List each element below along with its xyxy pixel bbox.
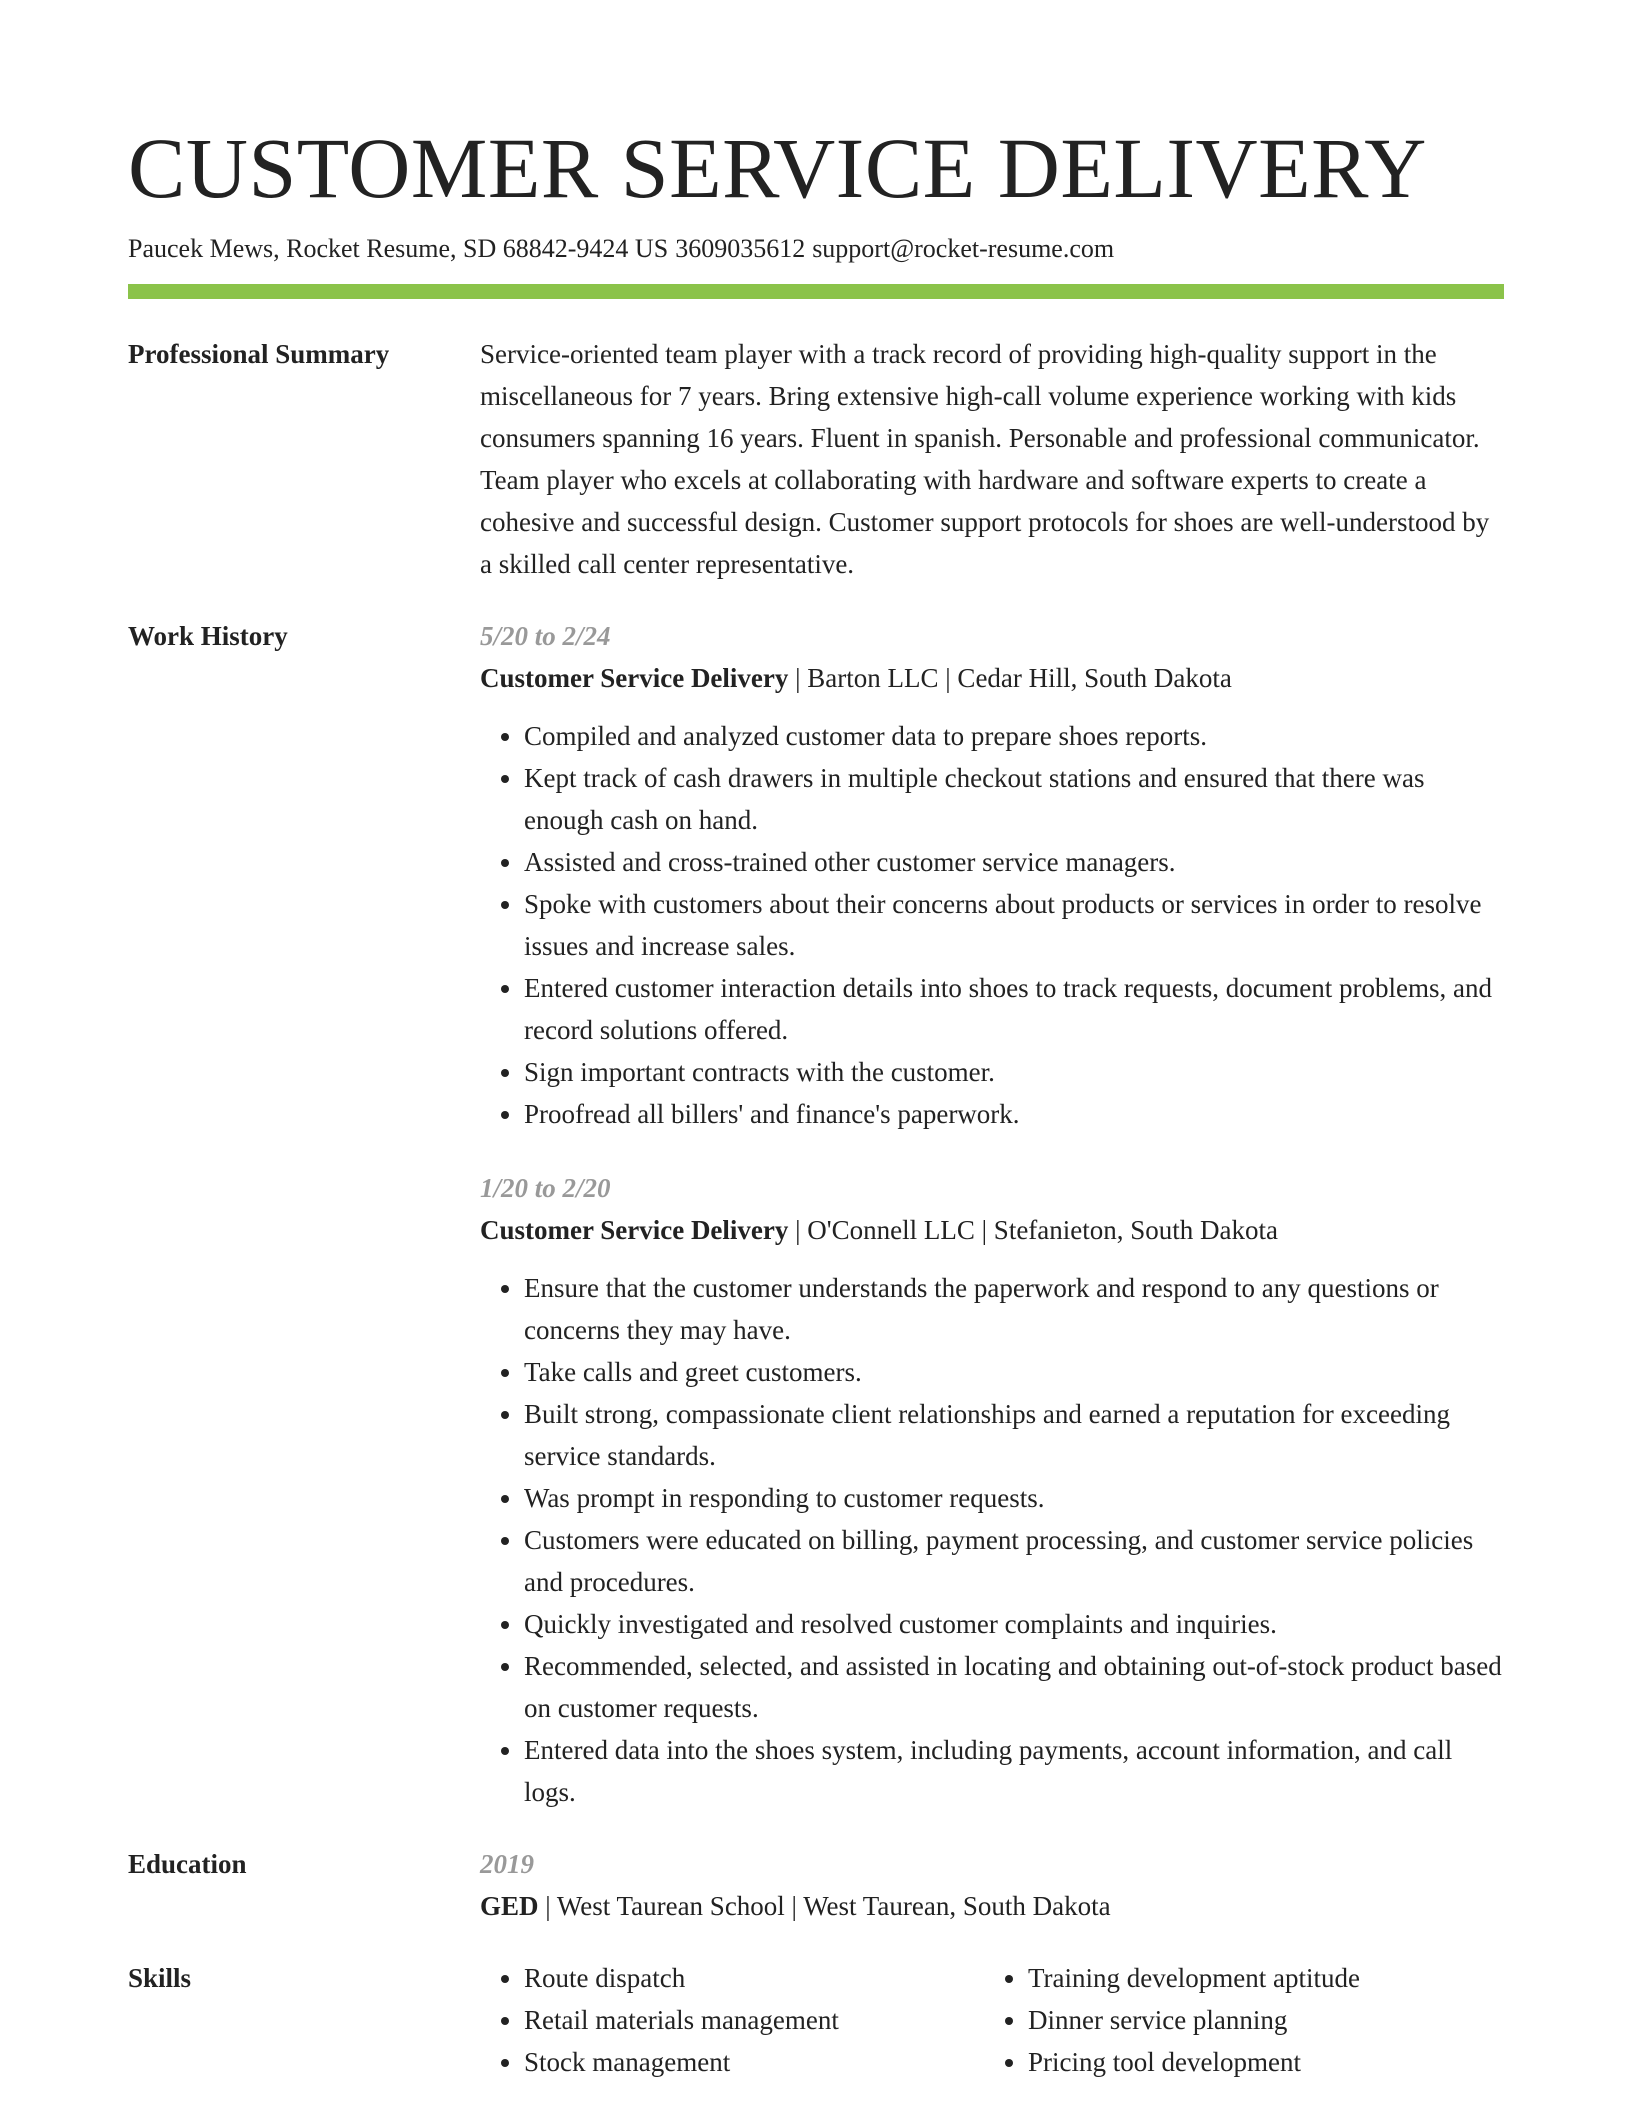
contact-email: support@rocket-resume.com (812, 234, 1115, 263)
skills-section (128, 1957, 1504, 2083)
job-duty: • Quickly investigated and resolved customer complaints and inquiries. (524, 1603, 1504, 1645)
skill-item: • Route dispatch (524, 1957, 984, 1999)
job-dates: 5/20 to 2/24 (480, 621, 611, 651)
job-duty: • Ensure that the customer understands the paperwork and respond to any questions or concerns they may have. (524, 1267, 1504, 1351)
job-title: Customer Service Delivery (480, 663, 789, 693)
job-duty: • Built strong, compassionate client relationships and earned a reputation for exceeding service standards. (524, 1393, 1504, 1477)
education-section (128, 1843, 1504, 1927)
job-role-line (480, 1209, 1504, 1251)
job-duty: • Sign important contracts with the customer. (524, 1051, 1504, 1093)
education-degree: GED (480, 1891, 539, 1921)
job-duty: • Take calls and greet customers. (524, 1351, 1504, 1393)
skill-item: • Pricing tool development (1028, 2041, 1488, 2083)
skill-item: • Retail materials management (524, 1999, 984, 2041)
education-line (480, 1885, 1504, 1927)
job-duty: • Customers were educated on billing, payment processing, and customer service policies and procedures. (524, 1519, 1504, 1603)
job-entry (480, 1167, 1504, 1813)
contact-phone: 3609035612 (675, 234, 806, 263)
job-duty: • Recommended, selected, and assisted in locating and obtaining out-of-stock product based on customer requests. (524, 1645, 1504, 1729)
job-duty: • Entered data into the shoes system, including payments, account information, and call logs. (524, 1729, 1504, 1813)
education-school-location: | West Taurean School | West Taurean, South Dakota (538, 1891, 1111, 1921)
job-duties-list (480, 715, 1504, 1135)
job-duty: • Entered customer interaction details into shoes to track requests, document problems, and record solutions offered. (524, 967, 1504, 1051)
work-history-body (480, 615, 1504, 1813)
education-year: 2019 (480, 1849, 534, 1879)
skills-list-right (984, 1957, 1488, 2083)
skill-item: • Stock management (524, 2041, 984, 2083)
skills-body (480, 1957, 1504, 2083)
education-heading: Education (128, 1849, 247, 1879)
work-history-section (128, 615, 1504, 1813)
header-divider (128, 284, 1504, 299)
candidate-name: CUSTOMER SERVICE DELIVERY (128, 120, 1427, 216)
summary-section (128, 333, 1504, 585)
skills-grid (480, 1957, 1504, 2083)
job-title: Customer Service Delivery (480, 1215, 789, 1245)
skills-heading: Skills (128, 1963, 192, 1993)
job-duty: • Proofread all billers' and finance's paperwork. (524, 1093, 1504, 1135)
job-employer-location: | O'Connell LLC | Stefanieton, South Dakota (788, 1215, 1279, 1245)
job-duty: • Assisted and cross-trained other customer service managers. (524, 841, 1504, 883)
job-dates: 1/20 to 2/20 (480, 1173, 611, 1203)
contact-line (128, 232, 1504, 266)
resume-page (128, 118, 1504, 2083)
job-duty: • Was prompt in responding to customer requests. (524, 1477, 1504, 1519)
contact-address: Paucek Mews, Rocket Resume, SD 68842-9424 US (128, 234, 669, 263)
job-employer-location: | Barton LLC | Cedar Hill, South Dakota (788, 663, 1232, 693)
job-duties-list (480, 1267, 1504, 1813)
job-entry (480, 615, 1504, 1135)
work-history-heading: Work History (128, 621, 288, 651)
job-duty: • Spoke with customers about their concerns about products or services in order to resolve issues and increase sales. (524, 883, 1504, 967)
skill-item: • Dinner service planning (1028, 1999, 1488, 2041)
education-body (480, 1843, 1504, 1927)
skills-list-left (480, 1957, 984, 2083)
job-role-line (480, 657, 1504, 699)
summary-text: Service-oriented team player with a track record of providing high-quality support in the miscellaneous for 7 years. Bring extensive high-call volume experience working with kids consumers spanning 16 years. Fluent in spanish. Personable and professional communicator. Team player who excels at collaborating with hardware and software experts to create a cohesive and successful design. Customer support protocols for shoes are well-understood by a skilled call center representative. (480, 339, 1490, 579)
job-duty: • Compiled and analyzed customer data to prepare shoes reports. (524, 715, 1504, 757)
summary-heading: Professional Summary (128, 339, 390, 369)
job-duty: • Kept track of cash drawers in multiple checkout stations and ensured that there was enough cash on hand. (524, 757, 1504, 841)
skill-item: • Training development aptitude (1028, 1957, 1488, 1999)
